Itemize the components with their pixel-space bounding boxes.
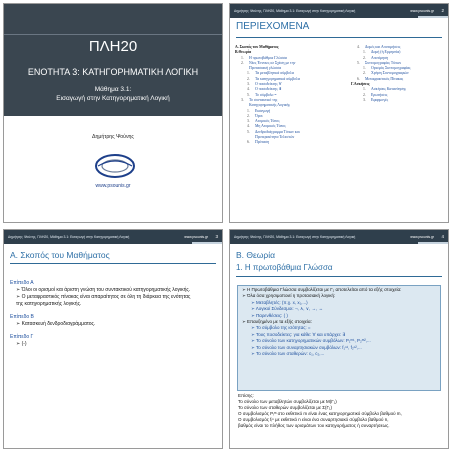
page-number: 3 — [215, 234, 218, 239]
toc-item-label: Κατηγορηματικής Λογικής — [249, 103, 291, 108]
toc-item-label: Μη Ατομικός Τύπος — [255, 124, 286, 129]
toc-item-label: Εφαρμογές — [371, 97, 389, 102]
toc-item-number: 2. — [241, 60, 244, 65]
toc-item-number: 2. — [247, 113, 250, 118]
definition-item: ➢ Μεταβλητές: (π.χ. x, x₁,...) — [251, 299, 308, 305]
toc-item-label: Γ.Ασκήσεις — [351, 82, 370, 87]
toc-item-number: 6. — [247, 140, 250, 145]
definition-item: ➢ Λογικοί Σύνδεσμοι: ¬, ∧, ∨, →, ↔ — [251, 306, 324, 312]
unit-title: ΕΝΟΤΗΤΑ 3: ΚΑΤΗΓΟΡΗΜΑΤΙΚΗ ΛΟΓΙΚΗ — [27, 67, 199, 77]
slide-title: B. Θεωρία — [236, 250, 276, 260]
toc-item-number: 2. — [363, 55, 366, 60]
toc-item-label: Το συντακτικό της — [249, 97, 278, 102]
toc-item-number: 6. — [357, 76, 360, 81]
toc-item-number: 1. — [247, 108, 250, 113]
slide-title — [3, 3, 223, 223]
toc-item-label: A. Σκοπός του Μαθήματος — [235, 45, 279, 49]
toc-item-label: Ασκήσεις Κατανόησης — [371, 87, 407, 92]
toc-item-number: 5. — [247, 92, 250, 97]
toc-item-label: Η πρωτοβάθμια Γλώσσα — [249, 55, 287, 60]
page-number: 2 — [441, 8, 444, 13]
note-line: Επίσης: — [238, 393, 254, 398]
toc-item-number: 4. — [357, 45, 360, 49]
note-line: Ο συμβολισμός fᵢⁿ με εκθετικό n είναι ένα συναρτησιακό σύμβολο βαθμού n, — [238, 417, 389, 423]
toc-item-label: Δομή (ή Ερμηνεία) — [371, 50, 401, 55]
header-ornament — [418, 242, 448, 244]
toc-right-column — [351, 45, 446, 103]
toc-item-label: Ατομικός Τύπος — [255, 119, 280, 124]
toc-item-label: Πρόταση — [255, 140, 270, 145]
definition-item: ➢ Επαυξημένο με τα εξής στοιχεία: — [242, 319, 312, 325]
toc-item-number: 3. — [247, 119, 250, 124]
note-line: Το σύνολο των μεταβλητών συμβολίζεται με Μ(Γ₁) — [238, 399, 337, 405]
header-text: Δημήτρης Ψούνης, ΠΛΗ20, Μάθημα 3.1: Εισαγωγή στην Κατηγορηματική Λογική — [234, 9, 356, 13]
title-rule — [10, 263, 216, 264]
header-site[interactable]: www.psounis.gr — [184, 235, 208, 239]
lesson-subtitle: Εισαγωγή στην Κατηγορηματική Λογική — [56, 95, 170, 102]
definition-item: ➢ Το σύνολο των κατηγορηματικών συμβόλων: P₁ᵐ¹, P₂ᵐ²,... — [251, 338, 371, 344]
slide-title: ΠΕΡΙΕΧΟΜΕΝΑ — [236, 21, 310, 32]
slide-header — [230, 4, 448, 18]
toc-item-label: Προτεραιότητα Τελεστών — [255, 135, 295, 140]
toc-item-number: 4. — [247, 87, 250, 92]
goal-item: ➢ (-) — [16, 341, 27, 347]
toc-item-label: Ερωτήσεις — [371, 92, 388, 97]
slide-goals — [3, 229, 223, 449]
header-site[interactable]: www.psounis.gr — [410, 235, 434, 239]
toc-left-column — [235, 45, 347, 146]
goal-item: της κατηγορηματικής λογικής. — [16, 301, 82, 307]
toc-item-number: 5. — [357, 60, 360, 65]
note-line: Ο συμβολισμός Pᵢᵐ στο εκθετικό m είναι ένας κατηγορηματικό σύμβολο βαθμού m, — [238, 411, 402, 417]
slide-header — [230, 230, 448, 244]
definition-item: ➢ Η Πρωτοβάθμια Γλώσσα συμβολίζεται με Γ₁ αποτελείται από τα εξής στοιχεία: — [242, 287, 402, 292]
goal-item: ➢ Κατασκευή δενδροδιαγράμματος. — [16, 321, 96, 327]
lesson-number: Μάθημα 3.1: — [94, 86, 132, 93]
toc-item-label: Δενδροδιάγραμμα Τύπων και — [255, 129, 300, 134]
psounis-logo-icon — [93, 152, 137, 180]
definition-item: ➢ Το σύμβολο της ισότητας: = — [251, 325, 311, 331]
site-url[interactable]: www.psounis.gr — [95, 183, 131, 189]
slide-subtitle: 1. Η πρωτοβάθμια Γλώσσα — [236, 263, 333, 272]
definition-body — [240, 287, 440, 357]
toc-item-number: 3. — [363, 97, 366, 102]
goal-level-heading: Επίπεδο Α — [10, 280, 34, 286]
title-divider — [4, 34, 222, 35]
toc-item-label: Ο ποσοδείκτης ∃ — [255, 87, 282, 92]
header-text: Δημήτρης Ψούνης, ΠΛΗ20, Μάθημα 3.1: Εισαγωγή στην Κατηγορηματική Λογική — [234, 235, 356, 239]
toc-item-label: Χρήση Συντομογραφιών — [371, 71, 409, 76]
toc-item-number: 1. — [247, 71, 250, 76]
toc-item-label: Προτασιακή γλώσσα — [249, 66, 282, 71]
toc-item-label: Αποτίμηση — [371, 55, 389, 60]
page-number: 4 — [441, 234, 444, 239]
title-rule — [236, 276, 442, 277]
definition-item: ➢ Τους ποσοδείκτες: για κάθε: ∀ και υπάρχει: ∃ — [251, 331, 346, 337]
slide-theory — [229, 229, 449, 449]
goals-body — [10, 280, 216, 348]
header-site[interactable]: www.psounis.gr — [410, 9, 434, 13]
author-name: Δημήτρης Ψούνης — [92, 134, 134, 140]
slide-header — [4, 230, 222, 244]
toc-item-label: Ο ποσοδείκτης ∀ — [255, 82, 282, 87]
definition-item: ➢ Το σύνολο των σταθερών: c₁, c₂,... — [251, 351, 325, 357]
toc-item-label: Συντομογραφίες Τύπων — [365, 60, 402, 65]
toc-item-number: 1. — [363, 50, 366, 55]
definition-item: ➢ Το σύνολο των συναρτησιακών συμβόλων: f₁ⁿ¹, f₂ⁿ²,... — [251, 344, 362, 350]
toc-item-label: Τα κατηγορηματικά σύμβολα — [255, 76, 300, 81]
note-line: Το σύνολο των σταθερών συμβολίζεται με Σ(Γ₁) — [238, 405, 333, 411]
definition-item: ➢ Όλα όσα χρησιμοποιεί η προτασιακή λογική: — [242, 293, 336, 299]
toc-item-label: Το σύμβολο = — [255, 92, 277, 97]
goal-level-heading: Επίπεδο Β — [10, 314, 34, 320]
toc-item-label: Εισαγωγή — [255, 108, 271, 113]
definition-item: ➢ Παρενθέσεις: ( ) — [251, 312, 288, 318]
toc-item-label: Μεταφραστικός Πίνακας — [365, 76, 404, 81]
note-line: βαθμός είναι το πλήθος των ορισμάτων του κατηγορήματος ή συναρτήσεως. — [238, 423, 390, 429]
toc-item-number: 1. — [363, 66, 366, 71]
toc-item-number: 1. — [363, 87, 366, 92]
toc-item-label: Νέες Έννοιες σε Σχέση με την — [249, 60, 296, 65]
toc-item-number: 3. — [247, 82, 250, 87]
toc-item-number: 2. — [247, 76, 250, 81]
toc-item-number: 3. — [241, 97, 244, 102]
title-block — [4, 4, 222, 116]
header-ornament — [418, 16, 448, 18]
header-text: Δημήτρης Ψούνης, ΠΛΗ20, Μάθημα 3.1: Εισαγωγή στην Κατηγορηματική Λογική — [8, 235, 130, 239]
slide-contents — [229, 3, 449, 223]
toc-item-number: 1. — [241, 55, 244, 60]
toc-item-number: 4. — [247, 124, 250, 129]
notes-body — [238, 393, 444, 430]
toc-item-label: B.Θεωρία — [235, 50, 252, 55]
goal-item: ➢ Ο μεταφραστικός πίνακας είναι απαραίτητος σε όλη τη διάρκεια της ενότητας — [16, 294, 191, 300]
toc-item-number: 2. — [363, 71, 366, 76]
toc-item-number: 5. — [247, 129, 250, 134]
toc-item-label: Ορισμός Συντομογραφίας — [371, 66, 411, 71]
goal-level-heading: Επίπεδο Γ — [10, 334, 34, 340]
toc-item-label: Δομές και Αποτιμήσεις — [365, 45, 401, 49]
course-code: ΠΛΗ20 — [88, 38, 138, 55]
goal-item: ➢ Όλοι οι ορισμοί και άριστη γνώση του συντακτικού κατηγορηματικής λογικής. — [16, 287, 191, 293]
toc-item — [235, 140, 347, 145]
toc-item-number: 2. — [363, 92, 366, 97]
header-ornament — [192, 242, 222, 244]
toc-item-label: Τα μεταβλητικά σύμβολα — [255, 71, 294, 76]
toc-item-label: Όροι — [255, 113, 263, 118]
slide-title: A. Σκοπός του Μαθήματος — [10, 250, 110, 260]
toc-item — [351, 98, 446, 103]
title-rule — [236, 37, 442, 38]
